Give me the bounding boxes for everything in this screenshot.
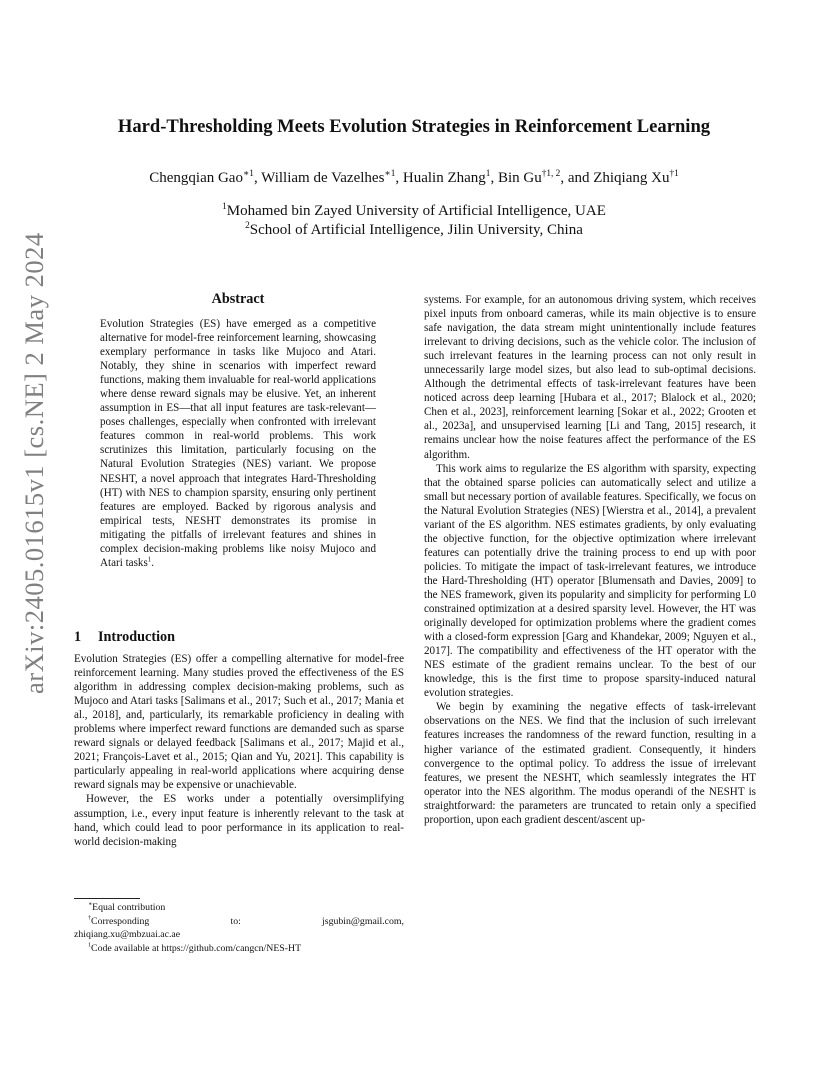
author-name: , Bin Gu	[490, 170, 542, 186]
affiliation-text: School of Artificial Intelligence, Jilin University, China	[249, 222, 583, 238]
footnote-mark: 1	[88, 942, 92, 949]
author-mark: †1, 2	[541, 169, 561, 179]
author-mark: †1	[669, 169, 679, 179]
author-list	[60, 170, 768, 187]
author-mark: 1	[485, 169, 491, 179]
footnote-text: Code available at https://github.com/cangcn/NES-HT	[91, 942, 302, 954]
abstract-heading: Abstract	[211, 291, 265, 307]
footnote-corresponding	[74, 915, 404, 929]
affiliation-mark: 1	[222, 202, 227, 212]
author-name: , Hualin Zhang	[395, 170, 486, 186]
right-paragraph-3: We begin by examining the negative effects of task-irrelevant observations on the NES. We find that the inclusion of such irrelevant features increases the randomness of the reward function, resulting in a higher variance of the estimated gradient. Consequently, it hinders convergence to the optimal policy. To address the issue of irrelevant features, we present the NESHT, which seamlessly integrates the HT operator into the NES algorithm. The modus operandi of the NESHT is straightforward: the parameters are truncated to retain only a specified proportion, upon each gradient descent/ascent up-	[424, 701, 756, 826]
footnotes	[74, 898, 404, 955]
footnote-text: Corresponding	[91, 915, 150, 927]
author-name: , and Zhiqiang Xu	[560, 170, 670, 186]
author-mark: ∗1	[384, 169, 396, 179]
author-mark: ∗1	[242, 169, 254, 179]
author-name: Chengqian Gao	[149, 170, 243, 186]
footnote-equal-contribution	[74, 901, 404, 915]
affiliation-2	[60, 222, 768, 239]
right-paragraph-2: This work aims to regularize the ES algorithm with sparsity, expecting that the obtained sparse policies can automatically select and utilize a small but necessary portion of available features. Specifically, we focus on the Natural Evolution Strategies (NES) [Wierstra et al., 2014], a prevalent variant of the ES algorithm. NES estimates gradients, by only evaluating the objective function, for the objective optimization where irrelevant features can potentially drive the training process to end up with poor policies. To mitigate the impact of task-irrelevant features, we introduce the Hard-Thresholding (HT) operator [Blumensath and Davies, 2009] to the NES framework, given its popularity and simplicity for performing L0 constrained optimization at a desired sparsity level. However, the HT was originally developed for optimization problems where the gradient comes with a closed-form expression [Garg and Khandekar, 2009; Nguyen et al., 2017]. The compatibility and effectiveness of the HT operator with the NES estimate of the gradient remains unclear. To the best of our knowledge, this is the first time to propose sparsity-induced natural evolution strategies.	[424, 462, 756, 700]
intro-paragraph-1: Evolution Strategies (ES) offer a compelling alternative for model-free reinforcement learning. Many studies proved the effectiveness of the ES algorithm in addressing complex decision-making problems, such as Mujoco and Atari tasks [Salimans et al., 2017; Such et al., 2017; Mania et al., 2018], and, particularly, its remarkable proficiency in dealing with problems where imperfect reward functions are demanded such as sparse reward signals or delayed feedback [Salimans et al., 2017; Majid et al., 2021; François-Lavet et al., 2015; Qian and Yu, 2021]. This capability is particularly appealing in real-world applications where acquiring dense reward signals may be expensive or unachievable.	[74, 653, 404, 792]
footnote-text: Equal contribution	[92, 902, 166, 913]
affiliation-mark: 2	[245, 221, 250, 231]
affiliation-1	[60, 203, 768, 220]
footnote-ref: 1	[147, 556, 152, 564]
introduction-body	[74, 652, 404, 849]
abstract-body	[100, 317, 376, 570]
footnote-rule	[74, 898, 140, 899]
footnote-code	[74, 942, 404, 956]
section-title: Introduction	[98, 629, 175, 645]
footnote-corresponding-label	[88, 915, 149, 929]
paper-title: Hard-Thresholding Meets Evolution Strategies in Reinforcement Learning	[117, 116, 711, 137]
footnote-corresponding-to: to:	[230, 915, 241, 927]
arxiv-identifier-stamp: arXiv:2405.01615v1 [cs.NE] 2 May 2024	[19, 232, 49, 694]
footnote-mark: †	[88, 915, 92, 922]
footnote-email-2: zhiqiang.xu@mbzuai.ac.ae	[74, 929, 181, 941]
footnote-email-1: jsgubin@gmail.com,	[322, 915, 404, 927]
affiliation-text: Mohamed bin Zayed University of Artificial Intelligence, UAE	[226, 203, 606, 219]
author-name: , William de Vazelhes	[253, 170, 385, 186]
intro-paragraph-2: However, the ES works under a potentially oversimplifying assumption, i.e., every input feature is inherently relevant to the task at hand, which could lead to poor performance in its application to real-world decision-making	[74, 793, 404, 848]
abstract-text: Evolution Strategies (ES) have emerged as a competitive alternative for model-free reinforcement learning, showcasing exemplary performance in tasks like Mujoco and Atari. Notably, they shine in scenarios with imperfect reward functions, making them invaluable for real-world applications where dense reward signals may be elusive. Yet, an inherent assumption in ES—that all input features are task-relevant—poses challenges, especially when confronted with irrelevant features common in real-world problems. This work scrutinizes this limitation, particularly focusing on the Natural Evolution Strategies (NES) variant. We propose NESHT, a novel approach that integrates Hard-Thresholding (HT) with NES to champion sparsity, ensuring only pertinent features are employed. Backed by rigorous analysis and empirical tests, NESHT demonstrates its promise in mitigating the pitfalls of irrelevant features and shines in complex decision-making problems like noisy Mujoco and Atari tasks	[100, 318, 376, 569]
footnote-mark: ∗	[88, 901, 93, 908]
section-number: 1	[74, 629, 82, 645]
right-column-body	[424, 293, 756, 827]
section-heading-introduction	[74, 629, 404, 646]
abstract-end: .	[151, 556, 154, 569]
right-paragraph-1: systems. For example, for an autonomous driving system, which receives pixel inputs from onboard cameras, while its main objective is to ensure safe navigation, the data stream might unintentionally include features irrelevant to driving decisions, such as the vehicle color. The inclusion of such irrelevant features in the learning process can not only result in unnecessarily large model sizes, but also lead to sub-optimal decisions. Although the detrimental effects of task-irrelevant features have been noticed across deep learning [Hubara et al., 2017; Blalock et al., 2020; Chen et al., 2023], reinforcement learning [Sokar et al., 2022; Grooten et al., 2023a], and unsupervised learning [Li and Tang, 2015] research, it remains unclear how the noise features affect the performance of the ES algorithm.	[424, 294, 756, 461]
